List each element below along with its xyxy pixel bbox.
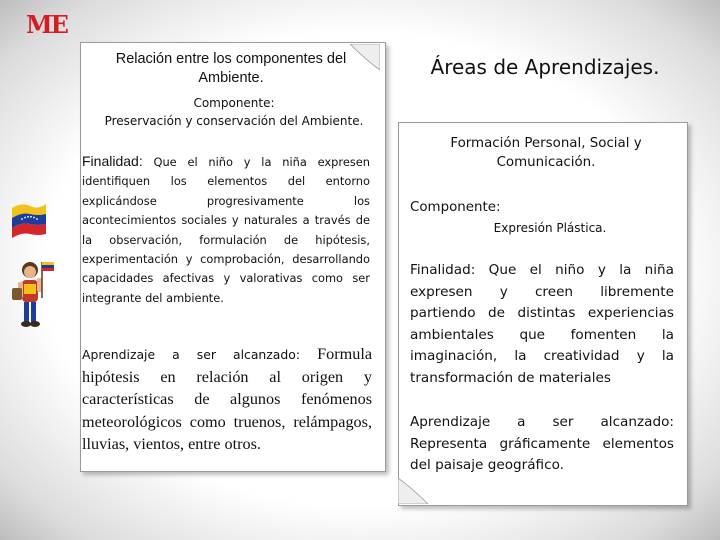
left-card-title: Relación entre los componentes del Ambiente. bbox=[115, 51, 347, 86]
left-component-value: Preservación y conservación del Ambiente. bbox=[104, 114, 364, 128]
right-aprendizaje-label: Aprendizaje a ser alcanzado: bbox=[410, 414, 674, 430]
logo-mark: ME bbox=[26, 10, 67, 39]
left-finalidad-text: Que el niño y la niña expresen identifiquen los elementos del entorno explicándose progresivamente los acontecimientos sociales y naturales a través de la observación, formulación de hipótesis, experimentación y comprobación, desarrollando capacidades afectivas y valorativas como ser integrante del ambiente. bbox=[82, 155, 370, 305]
child-with-flag-illustration bbox=[8, 258, 56, 330]
right-area-title: Formación Personal, Social y Comunicación. bbox=[450, 136, 642, 170]
right-component-label: Componente: bbox=[410, 200, 501, 215]
left-aprendizaje-text: Formula hipótesis en relación al origen y características de algunos fenómenos meteorológicos como truenos, relámpagos, lluvias, vientos, entre otros. bbox=[82, 345, 372, 453]
right-heading: Áreas de Aprendizajes. bbox=[430, 55, 660, 79]
venezuela-flag-icon bbox=[10, 200, 48, 240]
right-card-page-curl bbox=[398, 478, 428, 504]
left-component-label: Componente: bbox=[193, 96, 275, 110]
right-aprendizaje-paragraph bbox=[410, 412, 674, 477]
left-finalidad-label: Finalidad: bbox=[82, 153, 143, 169]
left-aprendizaje-label: Aprendizaje a ser alcanzado: bbox=[82, 347, 300, 362]
right-aprendizaje-text: Representa gráficamente elementos del paisaje geográfico. bbox=[410, 435, 674, 474]
right-finalidad-text: Que el niño y la niña expresen y creen libremente partiendo de distintas experiencias ambientales que fomenten la imaginación, la creatividad y la transformación de materiales bbox=[410, 262, 674, 386]
right-finalidad-label: Finalidad: bbox=[410, 262, 476, 278]
right-finalidad-paragraph bbox=[410, 260, 674, 390]
right-component-value: Expresión Plástica. bbox=[493, 221, 607, 235]
left-finalidad-paragraph bbox=[82, 152, 370, 308]
left-aprendizaje-paragraph bbox=[82, 344, 372, 457]
left-component-block bbox=[84, 94, 384, 130]
